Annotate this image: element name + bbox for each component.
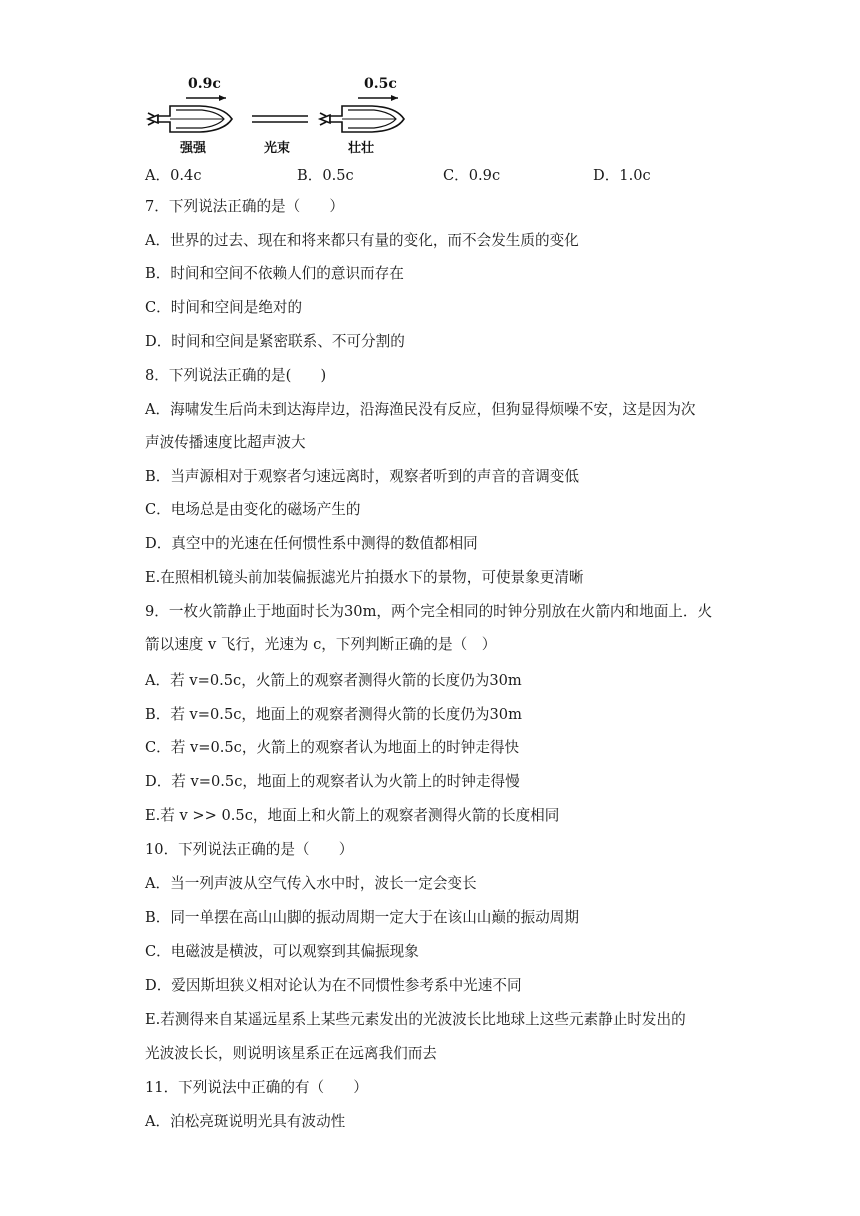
right-arrow-head	[391, 95, 398, 101]
q10-option-b: B．同一单摆在高山山脚的振动周期一定大于在该山山巅的振动周期	[145, 909, 579, 926]
q9-option-e: E.若 v >> 0.5c，地面上和火箭上的观察者测得火箭的长度相同	[145, 807, 560, 824]
q9-option-d: D．若 v=0.5c，地面上的观察者认为火箭上的时钟走得慢	[145, 773, 520, 790]
q8-option-d: D．真空中的光速在任何惯性系中测得的数值都相同	[145, 535, 478, 552]
left-person-label: 强强	[180, 141, 207, 156]
q7-option-b: B．时间和空间不依赖人们的意识而存在	[145, 265, 404, 282]
q9-option-b: B．若 v=0.5c，地面上的观察者测得火箭的长度仍为30m	[145, 706, 522, 723]
q7-option-a: A．世界的过去、现在和将来都只有量的变化，而不会发生质的变化	[145, 232, 579, 249]
q8-option-e: E.在照相机镜头前加装偏振滤光片拍摄水下的景物，可使景象更清晰	[145, 569, 584, 586]
q9-stem: 9．一枚火箭静止于地面时长为30m，两个完全相同的时钟分别放在火箭内和地面上．火	[145, 603, 713, 620]
q8-option-a-cont: 声波传播速度比超声波大	[145, 434, 306, 451]
q10-option-e-cont: 光波波长长，则说明该星系正在远离我们而去	[145, 1045, 437, 1062]
q10-option-e: E.若测得来自某遥远星系上某些元素发出的光波波长比地球上这些元素静止时发出的	[145, 1011, 686, 1028]
q9-option-a: A．若 v=0.5c，火箭上的观察者测得火箭的长度仍为30m	[145, 672, 522, 689]
left-arrow-head	[219, 95, 226, 101]
q6-option-d: D．1.0c	[593, 167, 651, 184]
q6-option-a: A．0.4c	[145, 167, 202, 184]
q10-stem: 10．下列说法正确的是（ ）	[145, 841, 354, 858]
rocket-diagram	[140, 66, 430, 158]
q11-option-a: A．泊松亮斑说明光具有波动性	[145, 1113, 346, 1130]
q8-option-c: C．电场总是由变化的磁场产生的	[145, 501, 361, 518]
q6-option-c: C．0.9c	[443, 167, 501, 184]
q11-stem: 11．下列说法中正确的有（ ）	[145, 1079, 368, 1096]
rocket-figure	[140, 66, 430, 158]
light-beam-label: 光束	[264, 141, 291, 156]
q9-stem-cont: 箭以速度 v 飞行，光速为 c，下列判断正确的是（ ）	[145, 636, 497, 653]
q8-option-b: B．当声源相对于观察者匀速远离时，观察者听到的声音的音调变低	[145, 468, 579, 485]
q7-stem: 7．下列说法正确的是（ ）	[145, 198, 345, 215]
left-rocket-icon	[148, 106, 232, 132]
right-rocket-icon	[320, 106, 404, 132]
right-person-label: 壮壮	[348, 141, 375, 156]
q6-option-b: B．0.5c	[297, 167, 354, 184]
q7-option-d: D．时间和空间是紧密联系、不可分割的	[145, 333, 405, 350]
q10-option-d: D．爱因斯坦狭义相对论认为在不同惯性参考系中光速不同	[145, 977, 522, 994]
q10-option-c: C．电磁波是横波，可以观察到其偏振现象	[145, 943, 419, 960]
q8-option-a: A．海啸发生后尚未到达海岸边，沿海渔民没有反应，但狗显得烦噪不安，这是因为次	[145, 401, 696, 418]
q6-options	[145, 164, 845, 184]
right-speed-label: 0.5c	[364, 76, 397, 92]
q7-option-c: C．时间和空间是绝对的	[145, 299, 303, 316]
q8-stem: 8．下列说法正确的是( )	[145, 367, 327, 384]
q9-option-c: C．若 v=0.5c，火箭上的观察者认为地面上的时钟走得快	[145, 739, 520, 756]
left-speed-label: 0.9c	[188, 76, 221, 92]
q10-option-a: A．当一列声波从空气传入水中时，波长一定会变长	[145, 875, 477, 892]
